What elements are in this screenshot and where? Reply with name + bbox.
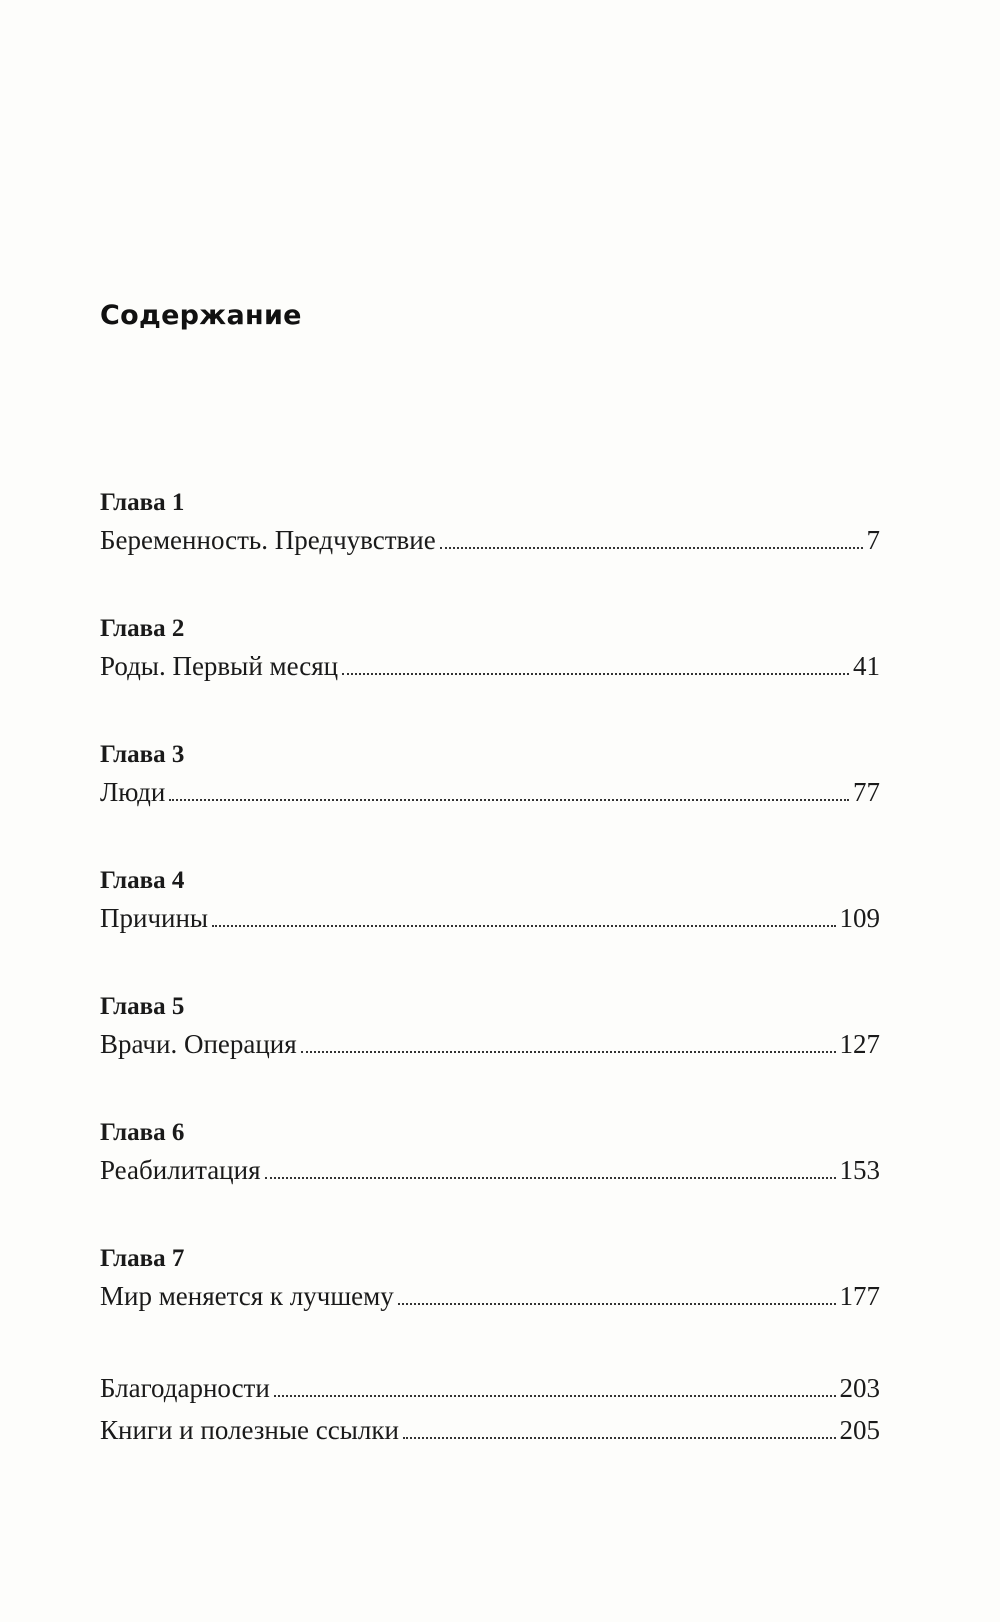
chapter-label: Глава 6 [100, 1119, 185, 1146]
dot-leader [265, 1177, 836, 1179]
dot-leader [398, 1303, 836, 1305]
toc-entry-books-and-links[interactable] [100, 1409, 880, 1451]
chapter-label: Глава 5 [100, 993, 185, 1020]
toc-entry[interactable] [100, 646, 880, 686]
chapter-2 [100, 612, 880, 738]
dot-leader [212, 925, 835, 927]
toc-entry[interactable] [100, 772, 880, 812]
chapter-label: Глава 2 [100, 615, 185, 642]
page-number: 205 [839, 1415, 880, 1445]
toc-entry[interactable] [100, 898, 880, 938]
page-number: 7 [866, 525, 880, 555]
chapter-7 [100, 1242, 880, 1368]
chapter-label: Глава 3 [100, 741, 185, 768]
dot-leader [274, 1395, 836, 1397]
page-number: 109 [839, 903, 880, 933]
page-number: 177 [839, 1281, 880, 1311]
dot-leader [342, 673, 849, 675]
page-number: 41 [853, 651, 880, 681]
chapter-5 [100, 990, 880, 1116]
dot-leader [301, 1051, 836, 1053]
toc-extras [100, 1367, 880, 1451]
chapter-label: Глава 4 [100, 867, 185, 894]
page-number: 77 [853, 777, 880, 807]
page-title: Содержание [100, 300, 302, 331]
entry-title: Врачи. Операция [100, 1029, 297, 1059]
toc-entry[interactable] [100, 520, 880, 560]
dot-leader [440, 547, 863, 549]
page-number: 203 [839, 1373, 880, 1403]
toc-entry[interactable] [100, 1150, 880, 1190]
entry-title: Мир меняется к лучшему [100, 1281, 394, 1311]
page-number: 127 [839, 1029, 880, 1059]
toc-entry[interactable] [100, 1024, 880, 1064]
chapter-4 [100, 864, 880, 990]
toc-entry-acknowledgements[interactable] [100, 1367, 880, 1409]
dot-leader [403, 1437, 836, 1439]
entry-title: Благодарности [100, 1373, 270, 1403]
entry-title: Роды. Первый месяц [100, 651, 339, 681]
chapter-3 [100, 738, 880, 864]
toc-entry[interactable] [100, 1276, 880, 1316]
entry-title: Причины [100, 903, 209, 933]
chapter-label: Глава 1 [100, 489, 185, 516]
entry-title: Беременность. Предчувствие [100, 525, 436, 555]
chapter-1 [100, 486, 880, 612]
page-number: 153 [839, 1155, 880, 1185]
entry-title: Реабилитация [100, 1155, 261, 1185]
chapter-6 [100, 1116, 880, 1242]
entry-title: Книги и полезные ссылки [100, 1415, 399, 1445]
dot-leader [169, 799, 849, 801]
chapter-label: Глава 7 [100, 1245, 185, 1272]
table-of-contents [100, 486, 880, 1368]
entry-title: Люди [100, 777, 166, 807]
